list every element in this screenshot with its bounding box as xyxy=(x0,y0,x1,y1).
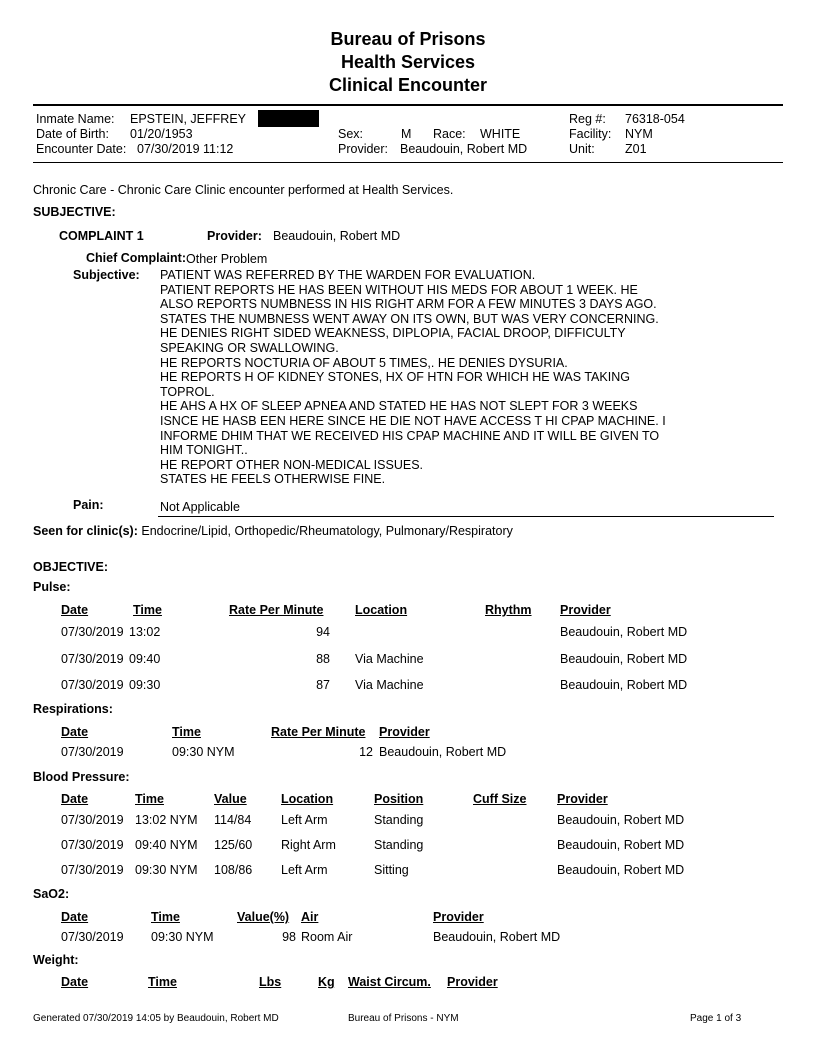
resp-provider: Beaudouin, Robert MD xyxy=(379,745,507,759)
sao2-heading: SaO2: xyxy=(33,887,70,901)
resp-time: 09:30 NYM xyxy=(172,745,235,759)
weight-col-provider: Provider xyxy=(447,975,498,989)
unit-value: Z01 xyxy=(625,142,647,156)
pulse-provider: Beaudouin, Robert MD xyxy=(560,678,688,692)
pain-value: Not Applicable xyxy=(160,500,240,514)
subjective-line: HE DENIES RIGHT SIDED WEAKNESS, DIPLOPIA, FACIAL DROOP, DIFFICULTY xyxy=(160,326,626,341)
pulse-provider: Beaudouin, Robert MD xyxy=(560,625,688,639)
pulse-col-provider: Provider xyxy=(560,603,611,617)
header-line-3: Clinical Encounter xyxy=(328,75,488,95)
header-rule xyxy=(33,104,783,106)
bp-location: Left Arm xyxy=(281,813,328,827)
encounter-date-value: 07/30/2019 11:12 xyxy=(137,142,234,156)
pulse-heading: Pulse: xyxy=(33,580,71,594)
redaction-box xyxy=(258,110,319,127)
dob-label: Date of Birth: xyxy=(36,127,109,141)
provider-label: Provider: xyxy=(338,142,389,156)
pulse-time: 09:30 xyxy=(129,678,161,692)
sao2-col-air: Air xyxy=(301,910,319,924)
race-label: Race: xyxy=(433,127,466,141)
subjective-line: PATIENT WAS REFERRED BY THE WARDEN FOR EVALUATION. xyxy=(160,268,536,282)
bp-date: 07/30/2019 xyxy=(61,813,124,827)
bp-col-position: Position xyxy=(374,792,424,806)
subjective-line: TOPROL. xyxy=(160,384,215,399)
subjective-line: SPEAKING OR SWALLOWING. xyxy=(160,340,339,355)
respirations-heading: Respirations: xyxy=(33,702,113,716)
pulse-rate: 94 xyxy=(316,625,330,639)
pulse-col-time: Time xyxy=(133,603,162,617)
facility-label: Facility: xyxy=(569,127,612,141)
bp-location: Left Arm xyxy=(281,863,328,877)
bp-col-provider: Provider xyxy=(557,792,608,806)
inmate-name-label: Inmate Name: xyxy=(36,112,115,126)
subjective-line: ISNCE HE HASB EEN HERE SINCE HE DIE NOT HAVE ACCESS T HI CPAP MACHINE. I xyxy=(160,413,666,428)
weight-col-lbs: Lbs xyxy=(259,975,282,989)
sao2-provider: Beaudouin, Robert MD xyxy=(433,930,561,944)
pulse-location: Via Machine xyxy=(355,678,424,692)
bp-provider: Beaudouin, Robert MD xyxy=(557,813,685,827)
bp-time: 09:30 NYM xyxy=(135,863,198,877)
pulse-date: 07/30/2019 xyxy=(61,652,124,666)
subjective-line: HIM TONIGHT.. xyxy=(160,443,248,458)
pulse-rate: 87 xyxy=(316,678,330,692)
seen-for-value: Endocrine/Lipid, Orthopedic/Rheumatology, Pulmonary/Respiratory xyxy=(141,524,513,538)
resp-col-date: Date xyxy=(61,725,89,739)
subjective-line: HE REPORTS NOCTURIA OF ABOUT 5 TIMES,. HE DENIES DYSURIA. xyxy=(160,355,568,370)
subjective-line: STATES HE FEELS OTHERWISE FINE. xyxy=(160,472,386,487)
pulse-date: 07/30/2019 xyxy=(61,678,124,692)
sao2-time: 09:30 NYM xyxy=(151,930,214,944)
weight-col-time: Time xyxy=(148,975,177,989)
sao2-air: Room Air xyxy=(301,930,353,944)
bp-col-value: Value xyxy=(214,792,247,806)
bp-location: Right Arm xyxy=(281,838,336,852)
reg-value: 76318-054 xyxy=(625,112,685,126)
provider-value: Beaudouin, Robert MD xyxy=(400,142,528,156)
weight-col-waist: Waist Circum. xyxy=(348,975,431,989)
footer-generated: Generated 07/30/2019 14:05 by Beaudouin, Robert MD xyxy=(33,1013,279,1024)
header-line-2: Health Services xyxy=(340,52,476,72)
subjective-line: PATIENT REPORTS HE HAS BEEN WITHOUT HIS MEDS FOR ABOUT 1 WEEK. HE xyxy=(160,282,638,297)
resp-col-provider: Provider xyxy=(379,725,430,739)
chief-complaint-value: Other Problem xyxy=(186,252,268,266)
pulse-location: Via Machine xyxy=(355,652,424,666)
bp-date: 07/30/2019 xyxy=(61,863,124,877)
sex-label: Sex: xyxy=(338,127,364,141)
resp-col-rate: Rate Per Minute xyxy=(271,725,366,739)
subjective-rule xyxy=(158,516,774,517)
pulse-time: 13:02 xyxy=(129,625,161,639)
bp-position: Sitting xyxy=(374,863,409,877)
sao2-col-date: Date xyxy=(61,910,89,924)
complaint-provider: Beaudouin, Robert MD xyxy=(273,229,401,243)
pulse-col-rhythm: Rhythm xyxy=(485,603,532,617)
bp-provider: Beaudouin, Robert MD xyxy=(557,863,685,877)
info-rule xyxy=(33,162,783,163)
subjective-label: Subjective: xyxy=(73,268,140,282)
subjective-line: HE AHS A HX OF SLEEP APNEA AND STATED HE HAS NOT SLEPT FOR 3 WEEKS xyxy=(160,399,638,414)
encounter-intro: Chronic Care - Chronic Care Clinic encounter performed at Health Services. xyxy=(33,183,454,197)
seen-for-label: Seen for clinic(s): xyxy=(33,524,138,538)
pulse-col-rate: Rate Per Minute xyxy=(229,603,324,617)
pulse-rate: 88 xyxy=(316,652,330,666)
bp-time: 13:02 NYM xyxy=(135,813,198,827)
bp-value: 125/60 xyxy=(214,838,253,852)
bp-position: Standing xyxy=(374,813,424,827)
pain-label: Pain: xyxy=(73,498,104,512)
reg-label: Reg #: xyxy=(569,112,606,126)
unit-label: Unit: xyxy=(569,142,595,156)
weight-col-date: Date xyxy=(61,975,89,989)
inmate-name: EPSTEIN, JEFFREY xyxy=(130,112,246,126)
subjective-line: HE REPORT OTHER NON-MEDICAL ISSUES. xyxy=(160,457,424,472)
bp-position: Standing xyxy=(374,838,424,852)
resp-rate: 12 xyxy=(359,745,373,759)
pulse-col-date: Date xyxy=(61,603,89,617)
sex-value: M xyxy=(401,127,412,141)
bp-value: 114/84 xyxy=(214,813,252,827)
facility-value: NYM xyxy=(625,127,653,141)
sao2-col-time: Time xyxy=(151,910,180,924)
weight-heading: Weight: xyxy=(33,953,79,967)
complaint-label: COMPLAINT 1 xyxy=(59,229,144,243)
bp-col-cuff: Cuff Size xyxy=(473,792,527,806)
subjective-heading: SUBJECTIVE: xyxy=(33,205,116,219)
bp-value: 108/86 xyxy=(214,863,253,877)
sao2-col-provider: Provider xyxy=(433,910,484,924)
subjective-line: INFORME DHIM THAT WE RECEIVED HIS CPAP MACHINE AND IT WILL BE GIVEN TO xyxy=(160,428,660,443)
bp-date: 07/30/2019 xyxy=(61,838,124,852)
bp-col-location: Location xyxy=(281,792,334,806)
encounter-date-label: Encounter Date: xyxy=(36,142,127,156)
pulse-date: 07/30/2019 xyxy=(61,625,124,639)
footer-center: Bureau of Prisons - NYM xyxy=(348,1013,459,1024)
resp-date: 07/30/2019 xyxy=(61,745,124,759)
bp-heading: Blood Pressure: xyxy=(33,770,130,784)
bp-col-date: Date xyxy=(61,792,89,806)
bp-provider: Beaudouin, Robert MD xyxy=(557,838,685,852)
pulse-time: 09:40 xyxy=(129,652,161,666)
race-value: WHITE xyxy=(480,127,521,141)
complaint-provider-label: Provider: xyxy=(207,229,262,243)
header-line-1: Bureau of Prisons xyxy=(330,29,486,49)
sao2-value: 98 xyxy=(282,930,296,944)
chief-complaint-label: Chief Complaint: xyxy=(86,251,186,265)
sao2-date: 07/30/2019 xyxy=(61,930,124,944)
pulse-col-location: Location xyxy=(355,603,408,617)
pulse-provider: Beaudouin, Robert MD xyxy=(560,652,688,666)
subjective-line: STATES THE NUMBNESS WENT AWAY ON ITS OWN, BUT WAS VERY CONCERNING. xyxy=(160,311,659,326)
subjective-text xyxy=(160,268,666,487)
subjective-line: ALSO REPORTS NUMBNESS IN HIS RIGHT ARM FOR A FEW MINUTES 3 DAYS AGO. xyxy=(160,297,657,312)
resp-col-time: Time xyxy=(172,725,201,739)
dob-value: 01/20/1953 xyxy=(130,127,193,141)
seen-for-clinics xyxy=(33,524,513,538)
weight-col-kg: Kg xyxy=(318,975,335,989)
sao2-col-value: Value(%) xyxy=(237,910,290,924)
bp-col-time: Time xyxy=(135,792,164,806)
bp-time: 09:40 NYM xyxy=(135,838,198,852)
objective-heading: OBJECTIVE: xyxy=(33,560,109,574)
subjective-line: HE REPORTS H OF KIDNEY STONES, HX OF HTN FOR WHICH HE WAS TAKING xyxy=(160,370,630,385)
footer-page: Page 1 of 3 xyxy=(690,1013,742,1024)
